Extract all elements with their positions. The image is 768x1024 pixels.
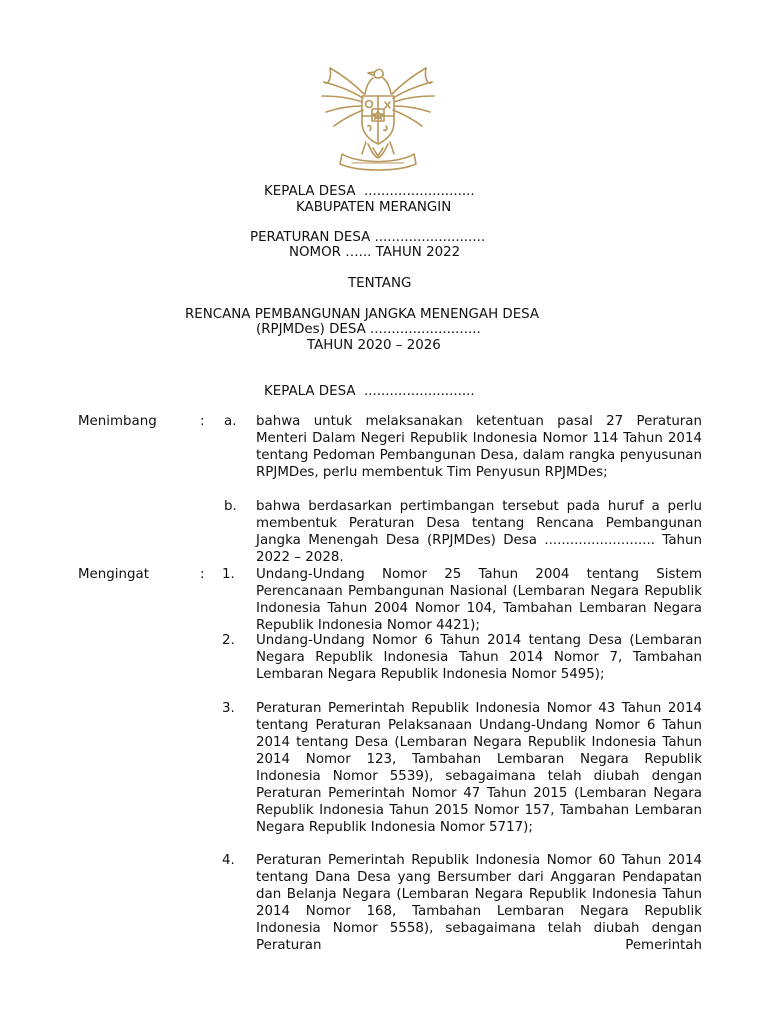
mengingat-item-4: Peraturan Pemerintah Republik Indonesia Nomor 60 Tahun 2014 tentang Dana Desa yang Bersumber dari Anggaran Pendapatan dan Belanja Negara (Lembaran Negara Republik Indonesia Tahun 2014 Nomor 168, Tambahan Lembaran Negara Republik Indonesia Nomor 5558), sebagaimana telah diubah dengan Peraturan Pemerintah	[256, 853, 702, 953]
kabupaten-heading: KABUPATEN MERANGIN	[296, 200, 452, 215]
mengingat-item-1: Undang-Undang Nomor 25 Tahun 2004 tentang Sistem Perencanaan Pembangunan Nasional (Lembaran Negara Republik Indonesia Tahun 2004 Nomor 104, Tambahan Lembaran Negara Republik Indonesia Nomor 4421);	[256, 567, 702, 633]
mengingat-item-2: Undang-Undang Nomor 6 Tahun 2014 tentang Desa (Lembaran Negara Republik Indonesia Tahun 2014 Nomor 7, Tambahan Lembaran Negara Republik Indonesia Nomor 5495);	[256, 633, 702, 682]
garuda-pancasila-icon	[318, 64, 438, 178]
nomor-heading: NOMOR …... TAHUN 2022	[289, 245, 461, 260]
tentang-heading: TENTANG	[348, 276, 412, 291]
judul-line-1: RENCANA PEMBANGUNAN JANGKA MENENGAH DESA	[185, 307, 540, 322]
menimbang-item-a: bahwa untuk melaksanakan ketentuan pasal 27 Peraturan Menteri Dalam Negeri Republik Indonesia Nomor 114 Tahun 2014 tentang Pedoman Pembangunan Desa, dalam rangka penyusunan RPJMDes, perlu membentuk Tim Penyusun RPJMDes;	[256, 414, 702, 480]
kepala-desa-heading: KEPALA DESA ..........................	[264, 184, 475, 199]
menimbang-label: Menimbang	[78, 414, 157, 429]
mengingat-colon: :	[200, 567, 205, 582]
menimbang-marker-b: b.	[224, 499, 237, 514]
judul-line-2: (RPJMDes) DESA ..........................	[256, 322, 481, 337]
menimbang-colon: :	[200, 414, 205, 429]
judul-line-3: TAHUN 2020 – 2026	[307, 338, 441, 353]
mengingat-marker-3: 3.	[222, 701, 235, 716]
mengingat-item-3: Peraturan Pemerintah Republik Indonesia Nomor 43 Tahun 2014 tentang Peraturan Pelaksanaan Undang-Undang Nomor 6 Tahun 2014 tentang Desa (Lembaran Negara Republik Indonesia Tahun 2014 Nomor 123, Tambahan Lembaran Negara Republik Indonesia Nomor 5539), sebagaimana telah diubah dengan Peraturan Pemerintah Nomor 47 Tahun 2015 (Lembaran Negara Republik Indonesia Tahun 2015 Nomor 157, Tambahan Lembaran Negara Republik Indonesia Nomor 5717);	[256, 701, 702, 835]
menimbang-marker-a: a.	[224, 414, 237, 429]
peraturan-desa-heading: PERATURAN DESA ..........................	[250, 230, 486, 245]
mengingat-marker-1: 1.	[222, 567, 235, 582]
kepala-desa-heading-2: KEPALA DESA ..........................	[264, 384, 475, 399]
mengingat-marker-4: 4.	[222, 853, 235, 868]
mengingat-marker-2: 2.	[222, 633, 235, 648]
menimbang-item-b: bahwa berdasarkan pertimbangan tersebut pada huruf a perlu membentuk Peraturan Desa tentang Rencana Pembangunan Jangka Menengah Desa (RPJMDes) Desa .......................... Tahun 2022 – 2028.	[256, 499, 702, 565]
mengingat-label: Mengingat	[78, 567, 149, 582]
